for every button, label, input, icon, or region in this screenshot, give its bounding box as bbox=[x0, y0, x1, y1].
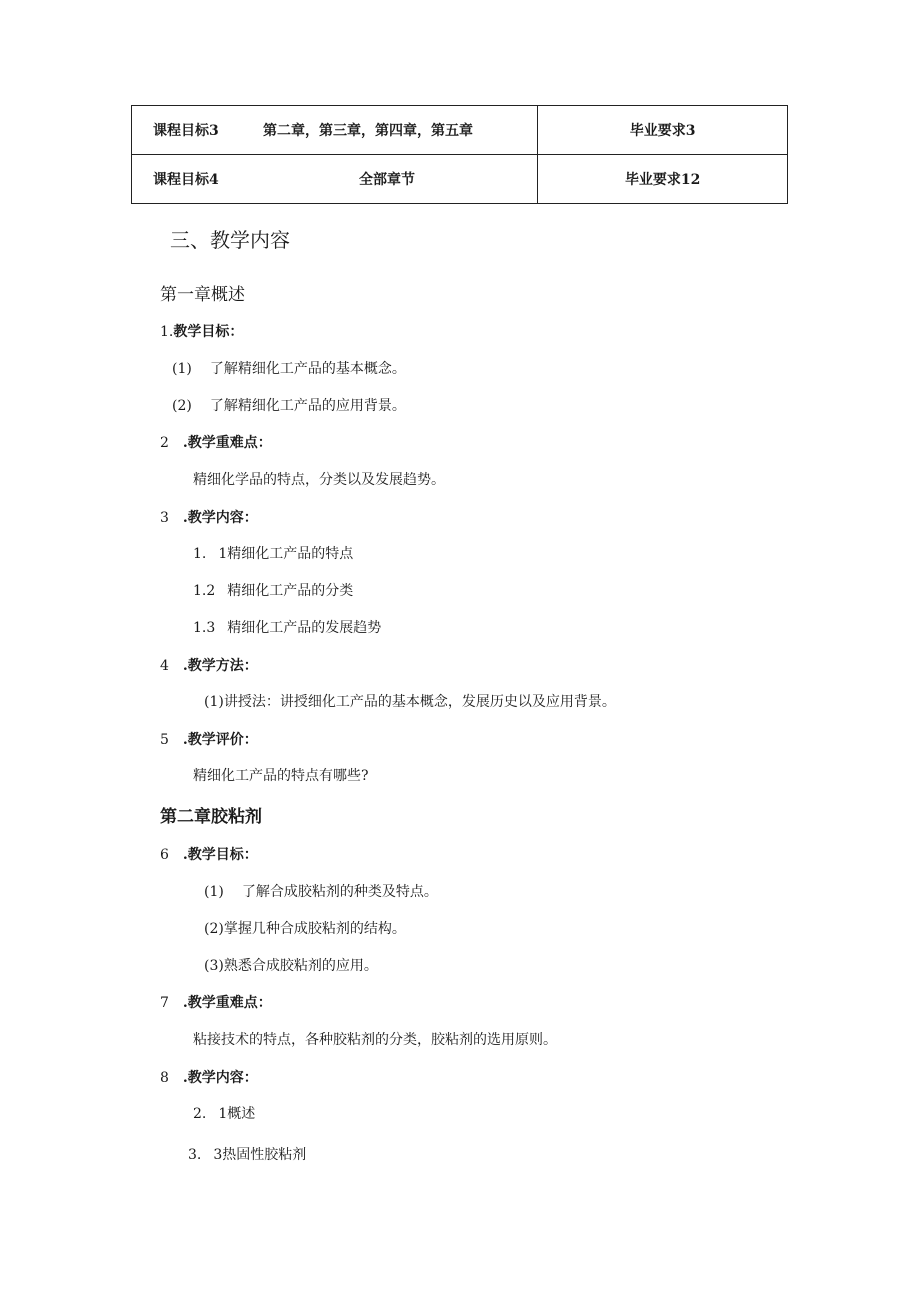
key-points-heading: 2 .教学重难点： bbox=[160, 435, 272, 451]
key-points-text: 精细化学品的特点，分类以及发展趋势。 bbox=[193, 472, 445, 488]
method-heading: 4 .教学方法： bbox=[160, 658, 258, 674]
list-item: (2)掌握几种合成胶粘剂的结构。 bbox=[204, 921, 406, 937]
goal-heading: 6 .教学目标： bbox=[160, 847, 258, 863]
course-goal: 课程目标3 bbox=[153, 123, 219, 139]
list-item: (1) 了解精细化工产品的基本概念。 bbox=[172, 361, 406, 377]
table-row bbox=[132, 106, 788, 155]
list-item: (1) 了解合成胶粘剂的种类及特点。 bbox=[204, 884, 438, 900]
content-heading: 8 .教学内容： bbox=[160, 1070, 258, 1086]
section-title: 三、教学内容 bbox=[170, 228, 290, 252]
list-item: 2. 1概述 bbox=[193, 1106, 256, 1122]
content-heading: 3 .教学内容： bbox=[160, 510, 258, 526]
evaluation-heading: 5 .教学评价： bbox=[160, 732, 258, 748]
requirements-table bbox=[131, 105, 788, 204]
key-points-heading: 7 .教学重难点： bbox=[160, 995, 272, 1011]
requirement-cell: 毕业要求3 bbox=[538, 106, 788, 155]
course-goal: 课程目标4 bbox=[153, 172, 219, 188]
list-item: (2) 了解精细化工产品的应用背景。 bbox=[172, 398, 406, 414]
list-item: (3)熟悉合成胶粘剂的应用。 bbox=[204, 958, 378, 974]
evaluation-text: 精细化工产品的特点有哪些? bbox=[193, 768, 369, 784]
key-points-text: 粘接技术的特点，各种胶粘剂的分类，胶粘剂的选用原则。 bbox=[193, 1032, 557, 1048]
list-item: 1. 1精细化工产品的特点 bbox=[193, 546, 354, 562]
chapters-cell: 第二章，第三章，第四章，第五章 bbox=[263, 123, 473, 139]
list-item: 1.3 精细化工产品的发展趋势 bbox=[193, 620, 382, 636]
goal-heading: 1.教学目标： bbox=[160, 324, 244, 340]
chapter-title: 第一章概述 bbox=[160, 285, 245, 305]
chapters-cell: 全部章节 bbox=[359, 172, 415, 188]
table-row bbox=[132, 155, 788, 204]
chapter-title: 第二章胶粘剂 bbox=[160, 807, 262, 827]
list-item: 1.2 精细化工产品的分类 bbox=[193, 583, 354, 599]
requirement-cell: 毕业要求12 bbox=[538, 155, 788, 204]
list-item: 3. 3热固性胶粘剂 bbox=[188, 1147, 307, 1163]
method-text: (1)讲授法：讲授细化工产品的基本概念，发展历史以及应用背景。 bbox=[204, 694, 616, 710]
